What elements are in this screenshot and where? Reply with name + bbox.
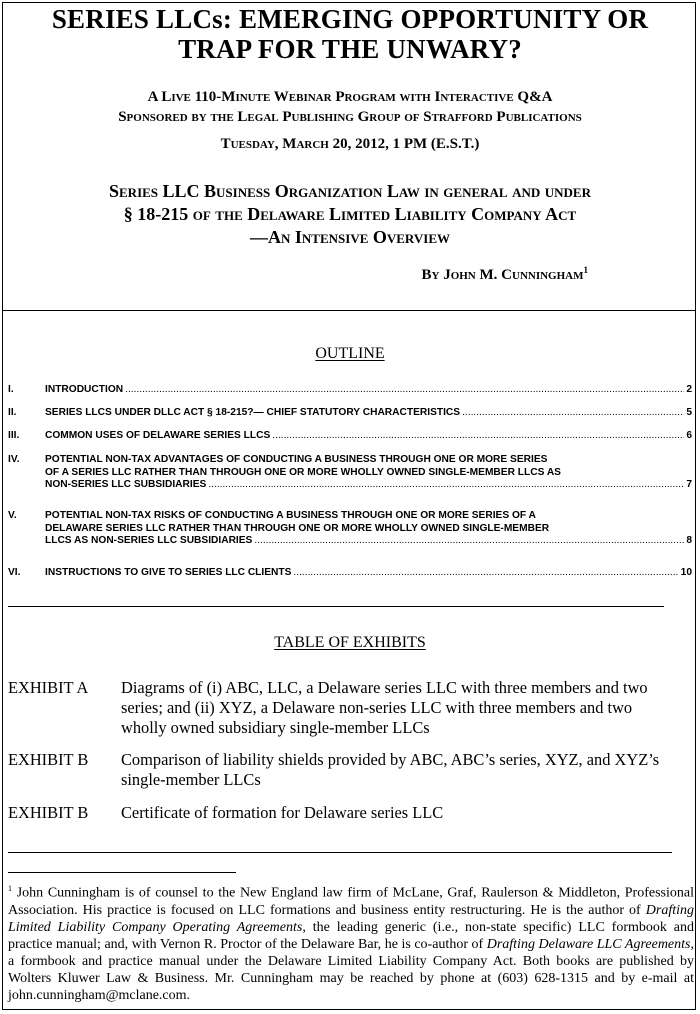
outline-item-number: I.	[8, 384, 14, 395]
exhibit-label: EXHIBIT B	[8, 750, 89, 769]
outline-item-title: NON-SERIES LLC SUBSIDIARIES	[45, 479, 207, 490]
exhibits-heading: TABLE OF EXHIBITS	[274, 634, 426, 651]
document-title	[0, 4, 700, 64]
exhibit-description: Diagrams of (i) ABC, LLC, a Delaware series LLC with three members and two series; and (ii) XYZ, a Delaware non-series LLC with three members and two wholly owned subsidiary single-member LLCs	[121, 678, 648, 737]
exhibit-label: EXHIBIT A	[8, 678, 89, 697]
outline-item-title-line: POTENTIAL NON-TAX ADVANTAGES OF CONDUCTING A BUSINESS THROUGH ONE OR MORE SERIES	[45, 454, 548, 465]
dot-leader	[125, 384, 684, 397]
footnote-reference[interactable]: 1	[583, 265, 588, 275]
footnote-text: , a formbook and practice manual under the Delaware Limited Liability Company Act. Both books are published by Wolters Kluwer Law & Business. Mr. Cunningham may be reached by phone at (603) 628-1315 and by e-mail at john.cunningham@mclane.com.	[8, 936, 694, 1003]
outline-item-title: COMMON USES OF DELAWARE SERIES LLCS	[45, 430, 271, 441]
exhibit-label: EXHIBIT B	[8, 803, 89, 822]
dot-leader	[293, 567, 678, 580]
outline-item-title: INSTRUCTIONS TO GIVE TO SERIES LLC CLIENTS	[45, 567, 292, 578]
outline-item-title: SERIES LLCS UNDER DLLC ACT § 18-215?— CHIEF STATUTORY CHARACTERISTICS	[45, 407, 461, 418]
dot-leader	[462, 407, 684, 420]
title-line-2: TRAP FOR THE UNWARY?	[178, 34, 522, 64]
outline-item-title-line: OF A SERIES LLC RATHER THAN THROUGH ONE OR MORE WHOLLY OWNED SINGLE-MEMBER LLCS AS	[45, 466, 561, 478]
footnote-separator	[8, 872, 236, 873]
exhibit-description: Comparison of liability shields provided by ABC, ABC’s series, XYZ, and XYZ’s single-member LLCs	[121, 750, 660, 789]
section-divider	[8, 606, 664, 607]
outline-item-number: III.	[8, 430, 20, 441]
outline-item-title: LLCS AS NON-SERIES LLC SUBSIDIARIES	[45, 535, 253, 546]
author-byline	[422, 260, 589, 285]
outline-item-title: INTRODUCTION	[45, 384, 124, 395]
section-divider	[8, 852, 672, 853]
header-divider	[2, 310, 696, 311]
subtitle-line-1: Series LLC Business Organization Law in general and under	[109, 181, 591, 201]
outline-item-page: 2	[686, 384, 692, 395]
footnote	[8, 880, 694, 1004]
document-subtitle	[0, 180, 700, 249]
author-name: By John M. Cunningham	[421, 267, 584, 283]
dot-leader	[208, 479, 684, 492]
dot-leader	[254, 535, 684, 548]
outline-item-number: II.	[8, 407, 17, 418]
outline-item-number: IV.	[8, 454, 20, 465]
footnote-text: John Cunningham is of counsel to the New England law firm of McLane, Graf, Raulerson & Middleton, Professional Association. His practice is focused on LLC formations and business entity restructuring. He is the author of	[8, 885, 694, 918]
outline-item-page: 7	[686, 479, 692, 490]
outline-item-page: 5	[686, 407, 692, 418]
book-title: Drafting Delaware LLC Agreements	[486, 936, 691, 952]
dot-leader	[272, 430, 684, 443]
outline-item-page: 8	[686, 535, 692, 546]
outline-item-number: VI.	[8, 567, 21, 578]
webinar-line: A Live 110-Minute Webinar Program with Interactive Q&A	[147, 89, 553, 105]
subtitle-line-3: —An Intensive Overview	[250, 227, 450, 247]
outline-item-title-line: POTENTIAL NON-TAX RISKS OF CONDUCTING A BUSINESS THROUGH ONE OR MORE SERIES OF A	[45, 510, 536, 521]
book-title: Drafting Limited Liability Company Operating Agreements	[8, 902, 694, 935]
exhibit-description: Certificate of formation for Delaware series LLC	[121, 803, 444, 822]
outline-item-page: 10	[680, 567, 692, 578]
footnote-mark: 1	[8, 884, 12, 893]
sponsor-line: Sponsored by the Legal Publishing Group of Strafford Publications	[118, 109, 582, 125]
outline-item-number: V.	[8, 510, 17, 521]
footnote-text: , the leading generic (i.e., non-state specific) LLC formbook and practice manual; and, with Vernon R. Proctor of the Delaware Bar, he is co-author of	[8, 919, 694, 952]
outline-item-page: 6	[686, 430, 692, 441]
title-line-1: SERIES LLCs: EMERGING OPPORTUNITY OR	[51, 4, 649, 34]
date-line: Tuesday, March 20, 2012, 1 PM (E.S.T.)	[220, 136, 480, 152]
subtitle-line-2: § 18-215 of the Delaware Limited Liability Company Act	[123, 204, 577, 224]
outline-item-title-line: DELAWARE SERIES LLC RATHER THAN THROUGH ONE OR MORE WHOLLY OWNED SINGLE-MEMBER	[45, 522, 550, 534]
outline-heading: OUTLINE	[315, 345, 385, 362]
